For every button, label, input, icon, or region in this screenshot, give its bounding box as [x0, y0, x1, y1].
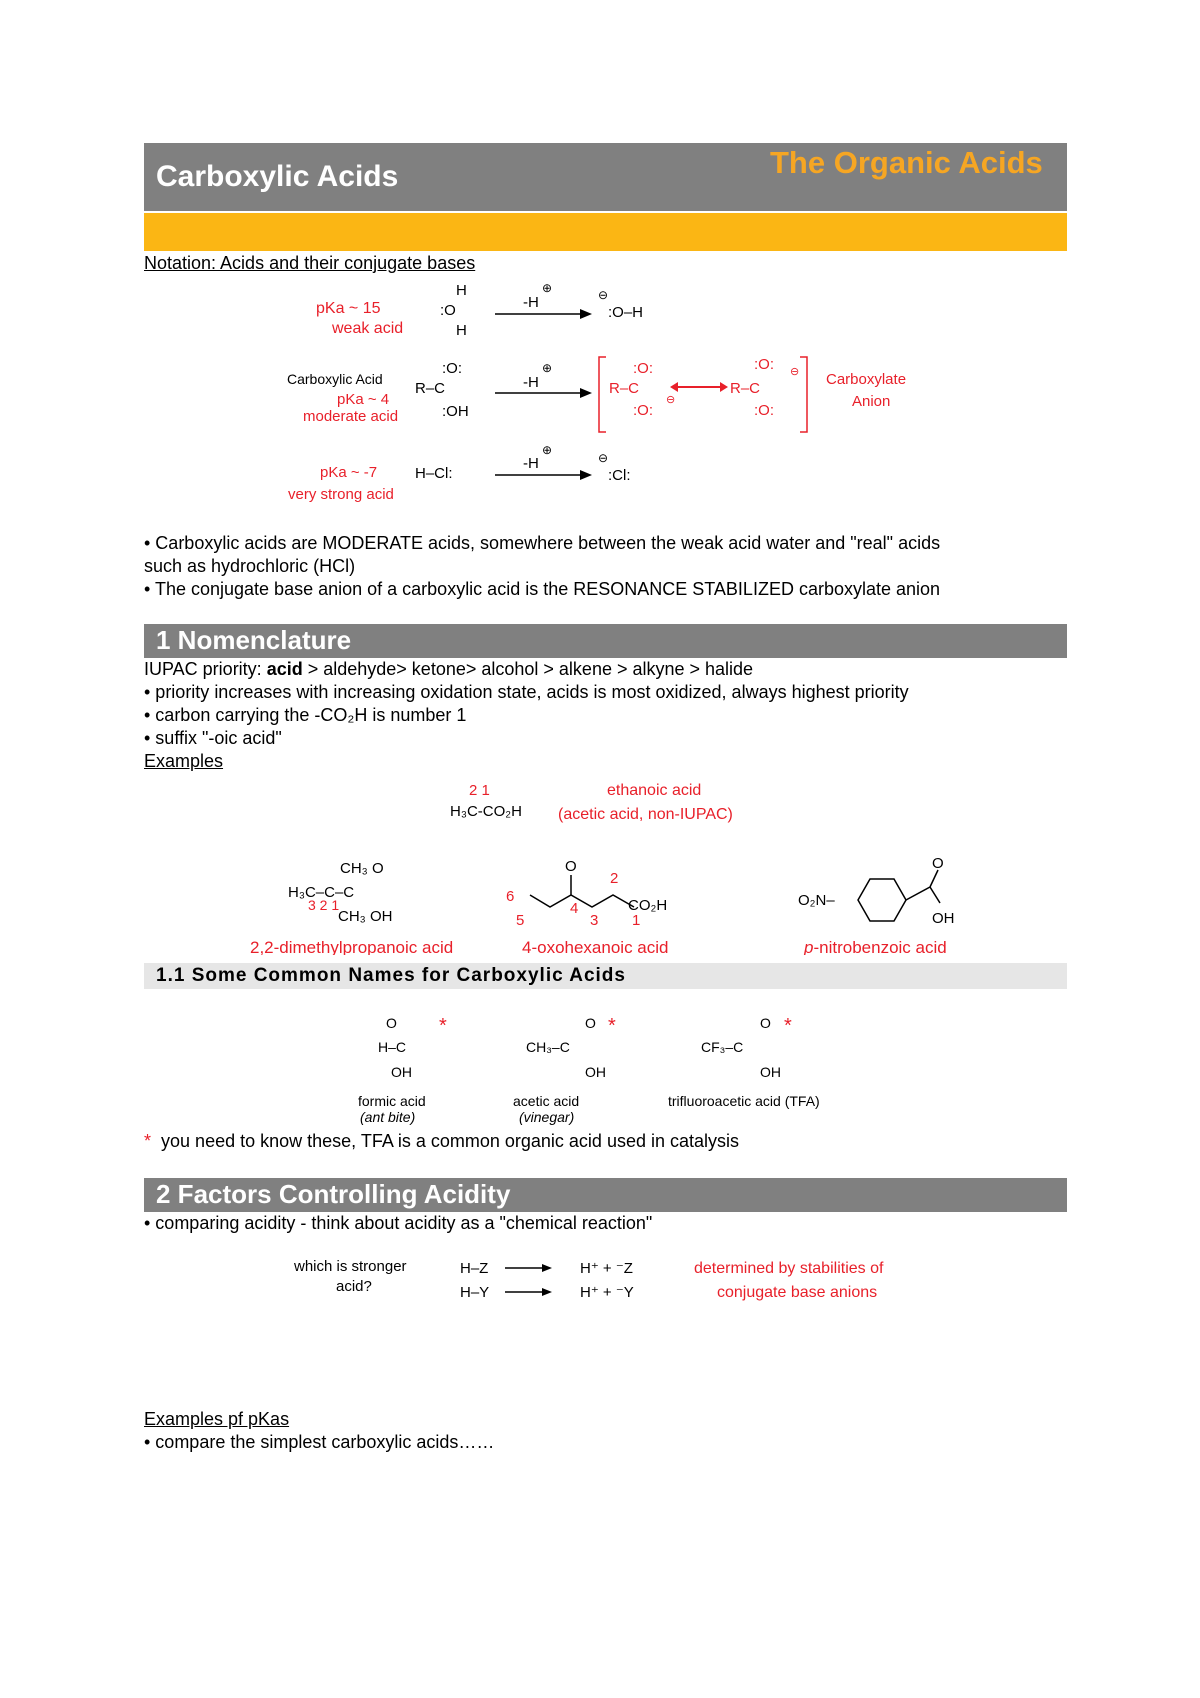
carboxylate-label-1: Carboxylate: [826, 371, 907, 388]
acid-conjugate-base-diagram: [260, 275, 940, 505]
svg-text::O:: :O:: [633, 360, 654, 377]
svg-text:⊖: ⊖: [790, 366, 800, 378]
carboxylic-strength: moderate acid: [303, 408, 399, 425]
svg-text:OH: OH: [391, 1064, 412, 1080]
svg-text:⊕: ⊕: [542, 281, 553, 295]
notation-bullet-2: • The conjugate base anion of a carboxylic acid is the RESONANCE STABILIZED carboxylate anion: [144, 579, 941, 599]
svg-text:3 2 1: 3 2 1: [308, 897, 340, 913]
svg-text:H–Cl:: H–Cl:: [415, 465, 453, 482]
formic-label: formic acid: [358, 1093, 426, 1109]
pka-bullet: • compare the simplest carboxylic acids……: [144, 1432, 495, 1452]
section-1-title: 1 Nomenclature: [156, 625, 352, 655]
svg-text:H: H: [456, 322, 467, 339]
svg-text:H: H: [456, 282, 467, 299]
svg-text:CF₃–C: CF₃–C: [701, 1039, 744, 1055]
svg-text::O:: :O:: [633, 402, 654, 419]
svg-text:OH: OH: [585, 1064, 606, 1080]
stability-note-2: conjugate base anions: [717, 1284, 878, 1301]
acidity-comparison-diagram: [280, 1252, 940, 1312]
question-line-2: acid?: [336, 1278, 372, 1295]
svg-text:R–C: R–C: [609, 380, 640, 397]
orange-band: [144, 213, 1067, 251]
svg-text::Cl:: :Cl:: [608, 467, 631, 484]
svg-text:O: O: [565, 858, 577, 875]
minus-h-3: -H: [523, 455, 539, 472]
svg-text:O: O: [932, 855, 944, 872]
carboxylic-label: Carboxylic Acid: [287, 371, 383, 387]
water-label: weak acid: [332, 320, 404, 337]
svg-text:H–C: H–C: [378, 1039, 407, 1055]
svg-text::O: :O: [440, 302, 456, 319]
notation-heading: Notation: Acids and their conjugate bases: [144, 253, 476, 273]
svg-text:R–C: R–C: [415, 380, 446, 397]
ex2-name: 2,2-dimethylpropanoic acid: [250, 938, 454, 955]
svg-text:⊖: ⊖: [666, 394, 676, 406]
section-1-1-title: 1.1 Some Common Names for Carboxylic Acids: [156, 965, 626, 986]
eq2-left: H–Y: [460, 1284, 490, 1301]
acetic-star: *: [608, 1015, 616, 1037]
svg-text:O₂N–: O₂N–: [798, 892, 835, 909]
acidity-bullet-1: • comparing acidity - think about acidity as a "chemical reaction": [144, 1213, 653, 1233]
svg-text:⊕: ⊕: [542, 443, 553, 457]
eq2-right: H⁺ + ⁻Y: [580, 1284, 634, 1301]
hcl-label: very strong acid: [288, 486, 394, 503]
svg-text:H₃C-CO₂H: H₃C-CO₂H: [450, 803, 522, 820]
minus-h-1: -H: [523, 294, 539, 311]
eq1-right: H⁺ + ⁻Z: [580, 1260, 633, 1277]
nomenclature-bullet-3: • suffix "-oic acid": [144, 728, 282, 748]
formic-note: (ant bite): [360, 1109, 416, 1125]
nomenclature-bullet-2: • carbon carrying the -CO₂H is number 1: [144, 705, 467, 725]
svg-text::O:: :O:: [754, 402, 775, 419]
ex1-numbers: 2 1: [469, 782, 490, 799]
ex3-name: 4-oxohexanoic acid: [522, 938, 669, 955]
svg-text::O:: :O:: [754, 356, 775, 373]
section-2-title: 2 Factors Controlling Acidity: [156, 1179, 511, 1209]
svg-text:3: 3: [590, 912, 599, 929]
question-line-1: which is stronger: [294, 1258, 407, 1275]
svg-text:O: O: [760, 1015, 771, 1031]
svg-text:1: 1: [632, 912, 641, 929]
svg-text:OH: OH: [932, 910, 955, 927]
notation-bullet-1a: • Carboxylic acids are MODERATE acids, somewhere between the weak acid water and "real" acids: [144, 533, 941, 553]
formic-star: *: [439, 1015, 447, 1037]
stability-note-1: determined by stabilities of: [694, 1260, 884, 1277]
common-acids-diagram: [340, 1010, 860, 1130]
carboxylate-label-2: Anion: [852, 393, 891, 410]
ex4-name: p-nitrobenzoic acid: [804, 938, 947, 955]
svg-text:5: 5: [516, 912, 525, 929]
acetic-label: acetic acid: [513, 1093, 580, 1109]
page-subtitle: The Organic Acids: [770, 145, 1043, 180]
ex1-alt: (acetic acid, non-IUPAC): [558, 806, 733, 823]
svg-text::OH: :OH: [442, 403, 469, 420]
hcl-pka: pKa ~ -7: [320, 464, 378, 481]
common-acids-footnote: * you need to know these, TFA is a common organic acid used in catalysis: [144, 1131, 740, 1151]
nomenclature-bullet-1: • priority increases with increasing oxidation state, acids is most oxidized, always highest priority: [144, 682, 909, 702]
pka-examples-heading: Examples pf pKas: [144, 1409, 290, 1429]
svg-text:⊖: ⊖: [598, 451, 609, 465]
notation-bullet-1b: such as hydrochloric (HCl): [144, 556, 356, 576]
ex1-name: ethanoic acid: [607, 782, 702, 799]
svg-text:CH₃–C: CH₃–C: [526, 1039, 570, 1055]
svg-text:H₃C–C–C: H₃C–C–C: [288, 884, 355, 901]
examples-label: Examples: [144, 751, 224, 771]
minus-h-2: -H: [523, 374, 539, 391]
tfa-label: trifluoroacetic acid (TFA): [668, 1093, 820, 1109]
svg-text:O: O: [386, 1015, 397, 1031]
svg-text:CH₃ O: CH₃ O: [340, 860, 384, 877]
water-pka: pKa ~ 15: [316, 300, 381, 317]
svg-text:CH₃ OH: CH₃ OH: [338, 908, 393, 925]
svg-text:6: 6: [506, 888, 515, 905]
svg-text:⊖: ⊖: [598, 288, 609, 302]
svg-text:CO₂H: CO₂H: [628, 897, 668, 914]
iupac-priority: IUPAC priority: acid > aldehyde> ketone> alcohol > alkene > alkyne > halide: [144, 659, 754, 679]
svg-text:R–C: R–C: [730, 380, 761, 397]
page-title: Carboxylic Acids: [156, 160, 399, 193]
svg-text::O–H: :O–H: [608, 304, 644, 321]
svg-text:2: 2: [610, 870, 619, 887]
acetic-note: (vinegar): [519, 1109, 575, 1125]
eq1-left: H–Z: [460, 1260, 489, 1277]
svg-text:⊕: ⊕: [542, 361, 553, 375]
svg-text:O: O: [585, 1015, 596, 1031]
carboxylic-pka: pKa ~ 4: [337, 391, 390, 408]
nomenclature-examples-diagram: [240, 775, 1000, 955]
svg-text:4: 4: [570, 900, 579, 917]
svg-text:OH: OH: [760, 1064, 781, 1080]
tfa-star: *: [784, 1015, 792, 1037]
svg-text::O:: :O:: [442, 360, 463, 377]
